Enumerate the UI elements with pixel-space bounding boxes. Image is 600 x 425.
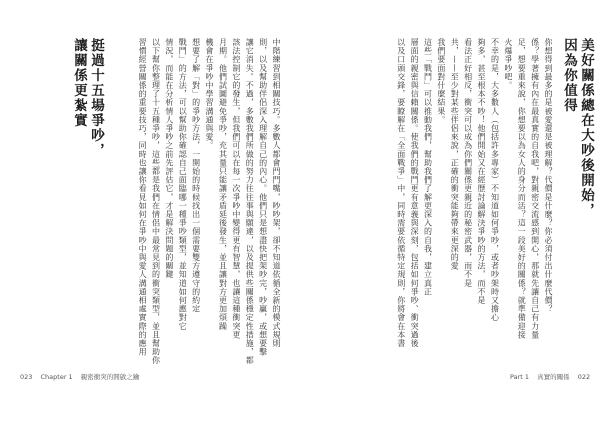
right-page-footer — [510, 372, 596, 381]
text-column: 該法控制它的發生，但我們可以在每一次爭吵中變得更有智慧，也讓這種衝突更 — [231, 38, 241, 339]
text-column: 夠多，甚至根本不吵！他們開始又在經歷討論解決爭吵的方法，而不是 — [477, 38, 487, 305]
text-column: 火爆爭吵吧。 — [503, 38, 513, 90]
text-column: 以及口頭交鋒，要瞭解在「全面戰爭」中，同時需要依循特定規則，你將會在本書 — [396, 38, 406, 348]
text-column: 足，想要重來說，你想要以為女人的身分而活？這一段美好的關係？就準備迎接 — [517, 38, 527, 339]
text-column: 讓它消失。不過，多數我們所做的努力往往事與願違，以及提供些關係穩定性措施，都 — [245, 38, 255, 365]
text-column: 不幸的是，大多數人（包括許多專家）不知道如何爭吵，或者吵架時又擔心 — [490, 38, 500, 322]
text-column: 以下幫你整理了十五種爭吵，這些都是我們在情侶中最常見到的衝突類型，並且幫助你 — [151, 38, 161, 365]
page-number: 022 — [577, 373, 591, 381]
right-body-text — [316, 38, 552, 360]
right-page — [300, 0, 600, 425]
text-column: 我們要面對什麼結果。 — [436, 38, 446, 124]
text-column: 共，——至少對某些伴侶來說，正確的衝突能夠帶來更深的愛 — [450, 38, 460, 271]
text-column: 層面的親密與信賴關係。使我們的戰鬥更有意義與深刻，包括如何爭吵、衝突過後 — [410, 38, 420, 348]
text-column: 你想得到最多的是被愛還是被理解？代價是什麼？你必須付出什麼代價？ — [544, 38, 553, 314]
text-column: 想要了解「對」的爭吵方法，一開始的時候找出一個需要雙方遵守的約定 — [191, 38, 201, 314]
chapter-heading-line-2: 因為你值得 — [561, 38, 577, 113]
text-column: 看法正好相反，衝突可以成為你們關係更親近的秘密武器，而不是 — [463, 38, 473, 288]
left-body-text — [110, 38, 281, 365]
text-column: 月期。他們試圖避免爭吵，充其量只能讓矛盾延後發生，並且讓對方更加煩躁 — [218, 38, 228, 331]
text-column: 這些「戰鬥」可以推動我們，幫助我們了解更深入的自我，建立真正 — [423, 38, 433, 296]
section-heading-line-2: 讓關係更紮實 — [71, 38, 87, 128]
page-number: 023 — [20, 373, 33, 381]
left-page-footer — [20, 372, 145, 381]
text-column: 戰鬥」的方法，可以幫助你確認自己面臨哪一種爭吵類型，並知道如何應對它 — [178, 38, 188, 331]
text-column: 中階練習到相關技巧。多數人都會門門嘴，吵吵架，卻不知道依循全新的模式規則 — [272, 38, 281, 348]
chapter-label: Chapter 1 — [40, 373, 73, 381]
text-column: 則，以及幫助伴侶深入理解自己的內心。他們只是想盡快把架吵完，吵贏，或想要擊 — [258, 38, 268, 357]
section-heading-line-1: 挺過十五場爭吵， — [88, 38, 104, 158]
chapter-title: 親密衝突的開啟之鑰 — [80, 373, 140, 381]
part-label: Part 1 — [510, 373, 530, 381]
text-column: 機會在爭吵中學習溝通與愛。 — [205, 38, 215, 150]
text-column: 習慣經營關係的重要技巧，同時也讓你看見如何在爭吵中與愛人溝通相處實際的應用 — [138, 38, 148, 357]
part-title: 真實的關係 — [537, 373, 570, 381]
text-column: 係？學著擁有內在最真實的自我吧，對親密交流感到開心，那就先讓自己有力量 — [530, 38, 540, 339]
chapter-heading-line-1: 美好關係總在大吵後開始， — [578, 38, 594, 218]
text-column: 情況，而能在分析情人爭吵之前先評估它，才是解決問題的關鍵 — [164, 38, 174, 279]
